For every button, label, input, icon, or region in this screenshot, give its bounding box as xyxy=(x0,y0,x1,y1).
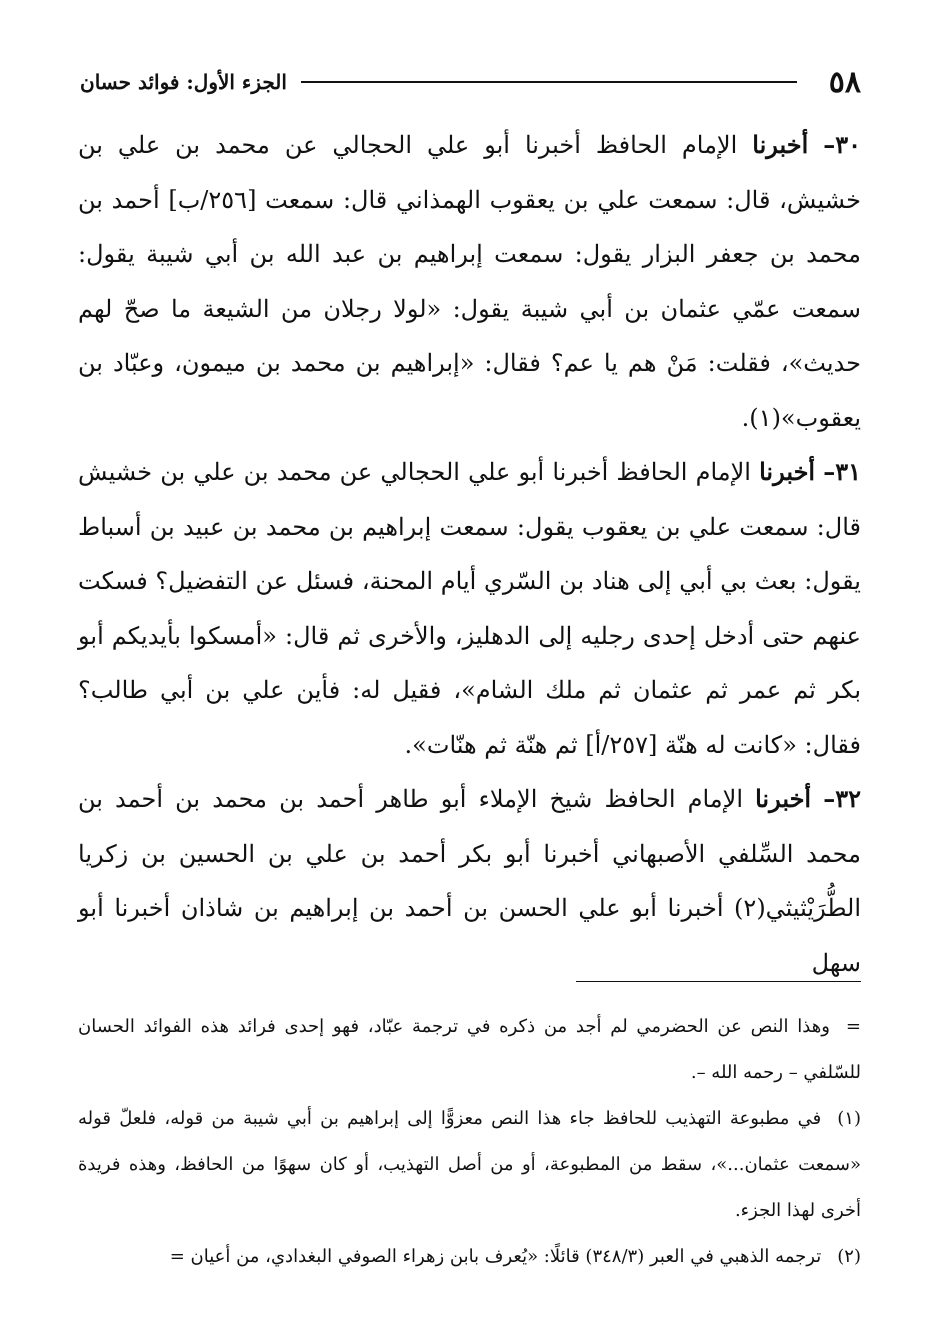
paragraph-lead: أخبرنا xyxy=(759,457,816,486)
header-rule xyxy=(301,81,797,83)
footnote-2 xyxy=(78,1234,861,1280)
footnote-mark: = xyxy=(845,1016,861,1037)
footnote-1 xyxy=(78,1096,861,1234)
footnote-text: ترجمه الذهبي في العبر (٣٤٨/٣) قائلًا: «يُعرف بابن زهراء الصوفي البغدادي، من أعيان = xyxy=(169,1246,822,1267)
footnote-text: في مطبوعة التهذيب للحافظ جاء هذا النص معزوًّا إلى إبراهيم بن أبي شيبة من قوله، فلعلّ قوله «سمعت عثمان...»، سقط من المطبوعة، أو من أصل التهذيب، أو كان سهوًا من الحافظ، وهذه فريدة أخرى لهذا الجزء. xyxy=(78,1108,861,1221)
footnote-continuation xyxy=(78,1004,861,1096)
paragraph-31 xyxy=(78,445,861,772)
paragraph-30 xyxy=(78,118,861,445)
paragraph-text: الإمام الحافظ أخبرنا أبو علي الحجالي عن محمد بن علي بن خشيش قال: سمعت علي بن يعقوب يقول: سمعت إبراهيم بن محمد بن عبيد بن أسباط يقول: بعث بي أبي إلى هناد بن السّري أيام المحنة، فسئل عن التفضيل؟ فسكت عنهم حتى أدخل إحدى رجليه إلى الدهليز، والأخرى ثم قال: «أمسكوا بأيديكم أبو بكر ثم عمر ثم عثمان ثم ملك الشام»، فقيل له: فأين علي بن أبي طالب؟ فقال: «كانت له هنّة [٢٥٧/أ] ثم هنّة ثم هنّات». xyxy=(78,458,861,759)
footnote-mark: (١) xyxy=(837,1108,861,1129)
main-text xyxy=(78,118,861,990)
footnote-text: وهذا النص عن الحضرمي لم أجد من ذكره في ترجمة عبّاد، فهو إحدى فرائد هذه الفوائد الحسان للسّلفي – رحمه الله –. xyxy=(78,1016,861,1083)
paragraph-text: الإمام الحافظ أخبرنا أبو علي الحجالي عن محمد بن علي بن خشيش، قال: سمعت علي بن يعقوب الهمذاني قال: سمعت [٢٥٦/ب] أحمد بن محمد بن جعفر البزار يقول: سمعت إبراهيم بن عبد الله بن أبي شيبة يقول: سمعت عمّي عثمان بن أبي شيبة يقول: «لولا رجلان من الشيعة ما صحّ لهم حديث»، فقلت: مَنْ هم يا عم؟ فقال: «إبراهيم بن محمد بن ميمون، وعبّاد بن يعقوب»(١). xyxy=(78,131,861,432)
paragraph-number: ٣٢– xyxy=(823,784,861,813)
running-title: الجزء الأول: فوائد حسان xyxy=(80,70,287,94)
paragraph-text: الإمام الحافظ شيخ الإملاء أبو طاهر أحمد بن محمد بن أحمد بن محمد السِّلفي الأصبهاني أخبرنا أبو بكر أحمد بن علي بن الحسين بن زكريا الطُّرَيْثيثي(٢) أخبرنا أبو علي الحسن بن أحمد بن إبراهيم بن شاذان أخبرنا أبو سهل xyxy=(78,785,861,977)
paragraph-lead: أخبرنا xyxy=(755,784,812,813)
paragraph-number: ٣١– xyxy=(823,457,861,486)
page-header xyxy=(80,62,861,102)
paragraph-32 xyxy=(78,772,861,990)
paragraph-lead: أخبرنا xyxy=(752,130,809,159)
footnotes xyxy=(78,1004,861,1280)
footnote-separator xyxy=(576,981,861,982)
paragraph-number: ٣٠– xyxy=(823,130,861,159)
footnote-mark: (٢) xyxy=(837,1246,861,1267)
page-number: ٥٨ xyxy=(828,64,861,100)
